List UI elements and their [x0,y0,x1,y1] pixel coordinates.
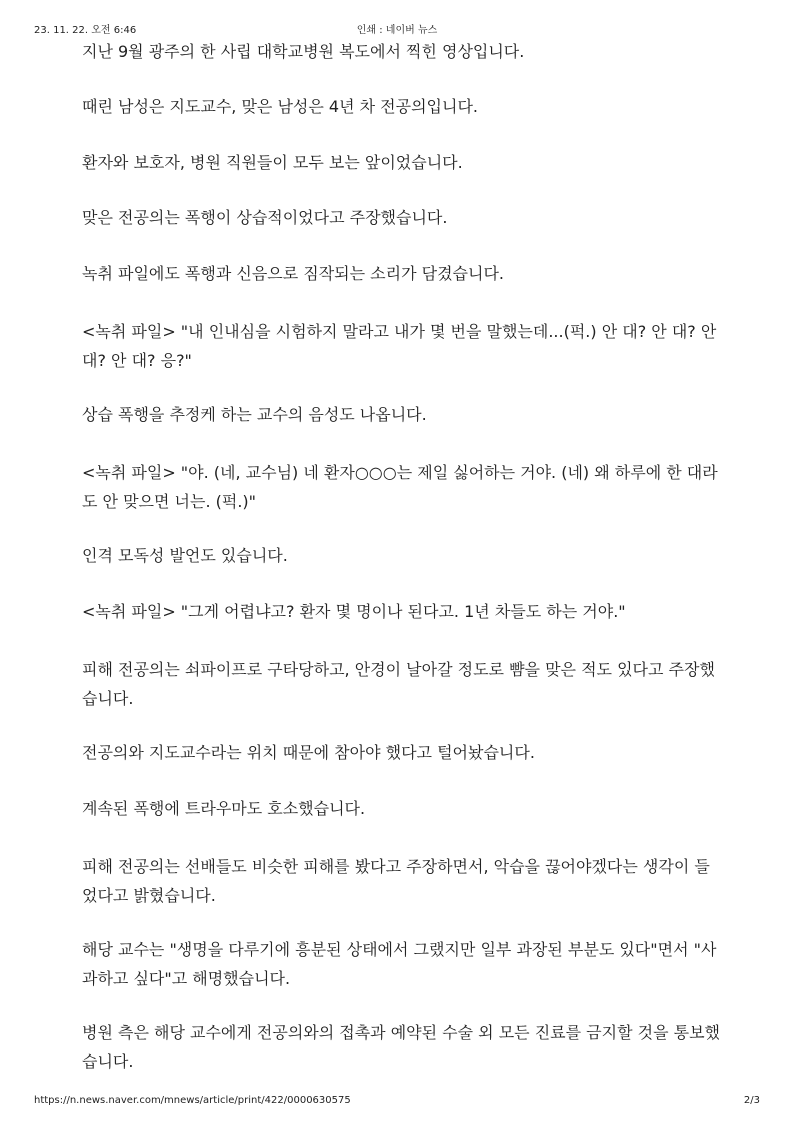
print-datetime: 23. 11. 22. 오전 6:46 [34,25,137,36]
article-paragraph: 상습 폭행을 추정케 하는 교수의 음성도 나옵니다. [82,405,427,424]
article-paragraph: 전공의와 지도교수라는 위치 때문에 참아야 했다고 털어놨습니다. [82,743,535,762]
article-paragraph: <녹취 파일> "그게 어렵냐고? 환자 몇 명이나 된다고. 1년 차들도 하는 거야." [82,602,626,621]
article-paragraph: <녹취 파일> "내 인내심을 시험하지 말라고 내가 몇 번을 말했는데...(퍽.) 안 대? 안 대? 안 대? 안 대? 응?" [82,322,717,370]
article-paragraph: 때린 남성은 지도교수, 맞은 남성은 4년 차 전공의입니다. [82,97,478,116]
article-paragraph: 피해 전공의는 선배들도 비슷한 피해를 봤다고 주장하면서, 악습을 끊어야겠다는 생각이 들었다고 밝혔습니다. [82,857,710,905]
page-number: 2/3 [743,1095,760,1106]
article-paragraph: 맞은 전공의는 폭행이 상습적이었다고 주장했습니다. [82,208,448,227]
article-paragraph: 계속된 폭행에 트라우마도 호소했습니다. [82,799,366,818]
print-page-title: 인쇄 : 네이버 뉴스 [356,25,438,36]
article-paragraph: 병원 측은 해당 교수에게 전공의와의 접촉과 예약된 수술 외 모든 진료를 금지할 것을 통보했습니다. [82,1023,720,1071]
print-url: https://n.news.naver.com/mnews/article/print/422/0000630575 [34,1095,351,1106]
article-paragraph: 인격 모독성 발언도 있습니다. [82,546,288,565]
article-paragraph: <녹취 파일> "야. (네, 교수님) 네 환자○○○는 제일 싫어하는 거야. (네) 왜 하루에 한 대라도 안 맞으면 너는. (퍽.)" [82,463,718,511]
article-paragraph: 지난 9월 광주의 한 사립 대학교병원 복도에서 찍힌 영상입니다. [82,42,525,61]
article-paragraph: 녹취 파일에도 폭행과 신음으로 짐작되는 소리가 담겼습니다. [82,264,505,283]
article-paragraph: 피해 전공의는 쇠파이프로 구타당하고, 안경이 날아갈 정도로 뺨을 맞은 적도 있다고 주장했습니다. [82,660,715,708]
article-paragraph: 환자와 보호자, 병원 직원들이 모두 보는 앞이었습니다. [82,153,463,172]
article-paragraph: 해당 교수는 "생명을 다루기에 흥분된 상태에서 그랬지만 일부 과장된 부분도 있다"면서 "사과하고 싶다"고 해명했습니다. [82,940,717,988]
